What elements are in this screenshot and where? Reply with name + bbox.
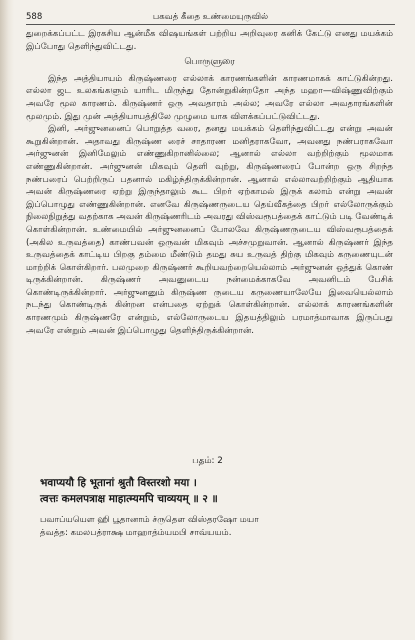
body-text: [26, 28, 393, 337]
intro-paragraph: துறைக்கப்பட்ட இரகசிய ஆன்மீக விஷயங்கள் பற்றிய அறிவுரை கனிக் கேட்டு எனது மயக்கம் இப்போது தெளிந்துவிட்டது.: [26, 29, 393, 52]
section-heading: பொருளுரை: [184, 57, 235, 68]
page-binding-shadow: [0, 0, 14, 640]
verse-sanskrit-line-2: त्वत्तः कमलपत्राक्ष माहात्म्यमपि चाव्ययम् ॥ २ ॥: [40, 493, 218, 505]
page-number: 588: [26, 12, 43, 22]
verse-transliteration: [40, 514, 391, 540]
purport-paragraph-2: இனி, அர்ஜுனனைப் பொறுத்த வரை, தனது மயக்கம் தெளிந்துவிட்டது என்று அவன் கூறுகின்றான். அதாவது கிருஷ்ண ரைச் சாதாரண மனிதராகவோ, அவனது நண்பராகவோ அர்ஜுனன் இனிமேலும் எண்ணுகிறானில்லை; ஆனால் எல்லா வற்றிற்கும் மூலமாக எண்ணுகின்றான். அர்ஜுனன் மிகவும் தெளி வுற்று, கிருஷ்ணரைப் போன்ற ஒரு சிறந்த நண்பரைப் பெற்றிருப் பதனால் மகிழ்ந்திருக்கின்றான். ஆனால் எல்லாவற்றிற்கும் ஆதியாக அவன் கிருஷ்ணரை ஏற்று இருந்தாலும் கூட பிறர் ஏற்காமல் இருக் கலாம் என்று அவன் இப்பொழுது எண்ணுகின்றான். எனவே கிருஷ்ணருடைய தெய்வீகத்தை பிறர் எல்லோருக்கும் நிலைநிறுத்து வதற்காக அவன் கிருஷ்ணரிடம் அவரது விஸ்வரூபத்தைக் காட்டும் படி வேண்டிக் கொள்கின்றான். உண்மையில் அர்ஜுனனைப் போலவே கிருஷ்ணருடைய விஸ்வரூபத்தைக் (அகில உருவத்தை) காண்பவன் ஒருவன் மிகவும் அச்சமுறுவான். ஆனால் கிருஷ்ணர் இந்த உருவத்தைக் காட்டிய பிறகு தம்மை மீண்டும் தமது சுய உருவத் திற்கு மிகவும் கருணையுடன் மாற்றிக் கொள்கிறார். பலமுறை கிருஷ்ணர் கூறியவற்றையெல்லாம் அர்ஜுனன் ஒத்துக் கொண் டிருக்கின்றான். கிருஷ்ணர் அவனுடைய நன்மைக்காகவே அவனிடம் பேசிக் கொண்டிருக்கின்றார். அர்ஜுனனும் கிருஷ்ண ருடைய கருணையாலேயே இவையெல்லாம் நடந்து கொண்டிருக் கின்றன என்பதை ஏற்றுக் கொள்கின்றான். எல்லாக் காரணங்களின் காரணமும் கிருஷ்ணரே என்றும், எல்லோருடைய இதயத்திலும் பரமாத்மாவாக இருப்பது அவரே என்றும் அவன் இப்பொழுது தெளிந்திருக்கின்றான்.: [26, 124, 393, 336]
page-header: [26, 10, 395, 24]
running-title: பகவத் கீதை உண்மையுருவில்: [152, 12, 269, 22]
verse-label: பதம்: 2: [192, 456, 223, 466]
verse-sanskrit: [40, 475, 385, 507]
purport-paragraph-1: இந்த அத்தியாயம் கிருஷ்ணரை எல்லாக் காரணங்களின் காரணமாகக் காட்டுகின்றது. எல்லா ஜட உலகங்களும் யாரிட மிருந்து தோன்றுகின்றதோ அந்த மஹா—விஷ்ணுவிற்கும் அவரே மூல காரணம். கிருஷ்ணர் ஒரு அவதாரம் அல்ல; அவரே எல்லா அவதாரங்களின் மூலமும். இது முன் அத்தியாயத்திலே முழுமை யாக விளக்கப்பட்டுவிட்டது.: [26, 73, 393, 122]
verse-translit-line-1: பவாப்யயௌ ஹி பூதானாம் ச்ருதௌ விஸ்தரஷோ மயா: [40, 515, 259, 525]
verse-sanskrit-line-1: भवाप्ययौ हि भूतानां श्रुतौ विस्तरशो मया ।: [40, 477, 197, 489]
header-rule: [26, 24, 395, 25]
verse-translit-line-2: த்வத்த: கமலபத்ராக்ஷ மாஹாத்ம்யமபி சாவ்யயம்.: [40, 528, 232, 538]
